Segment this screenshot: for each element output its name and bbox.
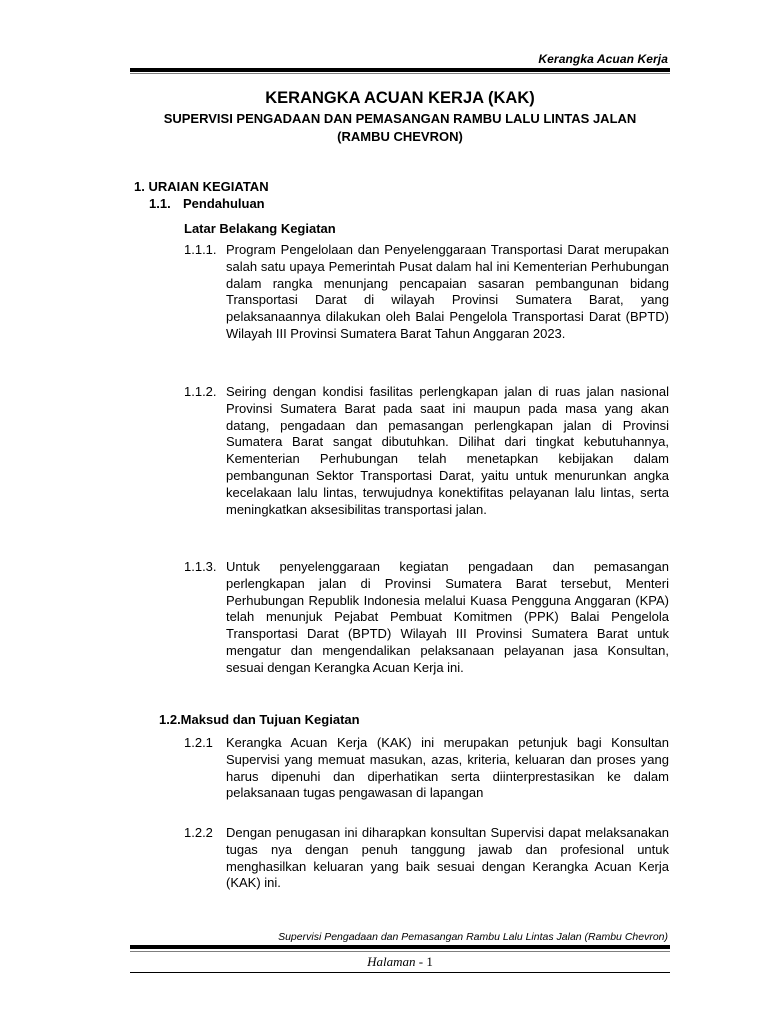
page-separator: - [415,954,427,969]
subsection-heading-2: 1.2.Maksud dan Tujuan Kegiatan [159,712,360,727]
document-subtitle [130,110,670,146]
background-heading: Latar Belakang Kegiatan [184,221,336,236]
paragraph-number: 1.1.3. [184,559,217,574]
header-rule-thick [130,68,670,72]
paragraph-item [184,242,669,343]
paragraph-text: Dengan penugasan ini diharapkan konsultan Supervisi dapat melaksanakan tugas nya dengan penuh tanggung jawab dan profesional untuk menghasilkan keluaran yang baik sesuai dengan Kerangka Acuan Kerja (KAK) ini. [226,825,669,891]
running-footer: Supervisi Pengadaan dan Pemasangan Rambu Lalu Lintas Jalan (Rambu Chevron) [278,931,668,943]
page-number [0,954,768,970]
footer-rule-thick [130,945,670,949]
subtitle-line-2: (RAMBU CHEVRON) [337,129,463,144]
paragraph-text: Kerangka Acuan Kerja (KAK) ini merupakan petunjuk bagi Konsultan Supervisi yang memuat masukan, azas, kriteria, keluaran dan proses yang harus dipenuhi dan diperhatikan serta diinterprestasikan ke dalam pelaksanaan tugas pengawasan di lapangan [226,735,669,801]
page-label: Halaman [367,954,416,969]
paragraph-number: 1.1.1. [184,242,217,257]
subsection-title: Pendahuluan [183,196,265,211]
section-heading: 1. URAIAN KEGIATAN [134,179,269,194]
paragraph-number: 1.1.2. [184,384,217,399]
document-title: KERANGKA ACUAN KERJA (KAK) [265,89,535,107]
paragraph-number: 1.2.2 [184,825,213,840]
paragraph-item [184,384,669,518]
paragraph-text: Untuk penyelenggaraan kegiatan pengadaan dan pemasangan perlengkapan jalan di Provinsi Sumatera Barat tersebut, Menteri Perhubungan Republik Indonesia melalui Kuasa Pengguna Anggaran (KPA) telah menunjuk Pejabat Pembuat Komitmen (PPK) Balai Pengelola Transportasi Darat (BPTD) Wilayah III Provinsi Sumatera Barat untuk mengatur dan mengendalikan pelaksanaan pelayanan jasa Konsultan, sesuai dengan Kerangka Acuan Kerja ini. [226,559,669,675]
page-number-value: 1 [426,954,433,969]
subsection-heading [149,196,265,211]
footer-rule-thin-top [130,951,670,952]
paragraph-number: 1.2.1 [184,735,213,750]
subtitle-line-1: SUPERVISI PENGADAAN DAN PEMASANGAN RAMBU LALU LINTAS JALAN [163,111,637,126]
paragraph-text: Program Pengelolaan dan Penyelenggaraan Transportasi Darat merupakan salah satu upaya Pemerintah Pusat dalam hal ini Kementerian Perhubungan dalam rangka menunjang pencapaian sasaran pembangunan bidang Transportasi Darat di wilayah Provinsi Sumatera Barat, yang pelaksanaannya dilakukan oleh Balai Pengelola Transportasi Darat (BPTD) Wilayah III Provinsi Sumatera Barat Tahun Anggaran 2023. [226,242,669,341]
paragraph-item [184,735,669,802]
paragraph-text: Seiring dengan kondisi fasilitas perlengkapan jalan di ruas jalan nasional Provinsi Sumatera Barat pada saat ini maupun pada masa yang akan datang, pengadaan dan pemasangan perlengkapan jalan di Provinsi Sumatera Barat sangat dibutuhkan. Dilihat dari tingkat kebutuhannya, Kementerian Perhubungan telah menetapkan kebijakan dalam pembangunan Sektor Transportasi Darat, yaitu untuk menurunkan angka kecelakaan lalu lintas, terwujudnya konektifitas pelayanan lalu lintas, serta meningkatkan aksesibilitas transportasi jalan. [226,384,669,517]
paragraph-item [184,825,669,892]
subsection-number: 1.1. [149,196,171,211]
running-header: Kerangka Acuan Kerja [538,52,668,66]
footer-rule-bottom [130,972,670,973]
paragraph-item [184,559,669,677]
header-rule-thin [130,73,670,74]
